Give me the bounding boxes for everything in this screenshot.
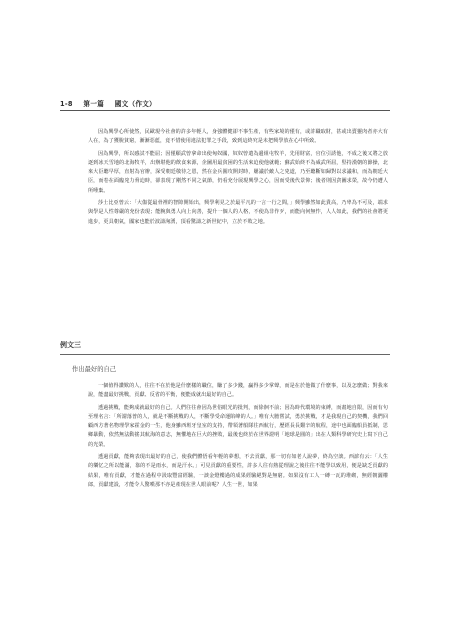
paragraph: 一個值得讚歎的人，往往不在於他是什麼樣的職位，賺了多少錢，贏得多少掌聲，而是在於他做了什麼事，以及怎麼做；對我來說，能盡最好挑戰，貢獻、反省的平衡，便能成就出最好的自己。 <box>88 383 388 399</box>
essay-text <box>88 382 388 493</box>
section-title: 例文三 <box>60 341 81 349</box>
paragraph: 因為興學，所以感試不能屈；因僅願武曾拿命出使匈奴國，奴奴曾遣為邊組屯牧羊，先用財富，官位引誘他，不成之後又將之放逐到冰天雪地的北海牧羊，出辦堪他的飲食來源，企圖用最貧困的生活來迫使他就範；蘇武始終不為威武所屈，堅持漢朝的節操，北來大臣聽早厚，直射為官辦，深受朝廷敬待之恩，然在金兵圍攻開封時，屢議於敵人之兇道，乃至聽斷如歸對以求議和，而為朝廷大臣，而卷在面臨兇力脅迫時，卻表現了剛然不同之氣節，仍看充分展現興學之心，因而受後代景仰；後者則因貪圖求榮，故今仍遭人所唾棄。 <box>88 150 388 194</box>
paragraph: 透過貢獻，能夠表現出最好的自己，使我們體悟看年輕的夢想，不去貢獻，那一切有如老人說夢，終為空談。西諺有云：「人生的樂忆之所以能滿，靠的不是雨水，而是汗水。」可見貢獻的重要性，許多人往有熱從理說之後往往不能學以致用，便是缺乏貢獻的結果，唯有貢獻，才能在過程中汲取豐富經驗，一談金燈樓過的成果經驗絕對是無窮。如果沒有工人一磚一瓦的堆砌，無經朝灑權郎，貢獻建設，才能令人驚嘆那不亦是產現在世人眼前呢？人生一世，如果 <box>88 454 388 488</box>
paragraph: 因為興學心所使然，民歐現今社會的許多年輕人，身強體健卻不事生產，有些家境的僅有，或許職取財，甚或出賣靈肉者亦大有人在，為了獲脫貧窮，漸漸惡藍，竟不惜使用違法犯罪之手段，致到這終究是未把興學放在心中所致。 <box>88 129 388 145</box>
paragraph: 莎士比亞曾云：「大傷從最骨裡的智隙開始出，興學利見之於最平凡的一言一行之間，」興學雖然如此貴高，乃卑為不可及，端求與學是人性尊嚴的充份表現；能腕與勇人向上向善，提升一個人的人格，不使為非作歹，而能向何無怍，人人如此，我們的社會將更進步，更具朝氣，國家也能於波濤洶湧，頂看驚濤之新世紀中，立於不敗之地。 <box>88 200 388 225</box>
subject-label: 國文（作文） <box>114 100 157 108</box>
essay-title: 作出最好的自己 <box>72 366 117 373</box>
page-header <box>60 98 164 108</box>
paragraph: 透過挑戰，能夠成就最好的自己。人們往往會因為世俗眼光的批判，而徐徊不前；因為時代環境的束縛，而畫地自限，因而有句至理名言：「所謂落普的人，就是不斷挑戰的人，不斷學受命運陷峰的人。」唯有大膽嘗試，勇於挑戰，才是我現自己的契機，我們回顧西方著名物理學家霍金的一生，他身雖西班牙皇室的支持，帶領著船隊往西航行，歷經長長艱辛的航程，途中也面臨船員抵制，思鄉暴動，依然無法動搖其航海的意志，無懼地在巨大的挫敗，最後也終於在世界證明「地球是圓的」出在人類科學研究史上寫下自己的光榮。 <box>88 404 388 448</box>
example-section <box>60 340 390 373</box>
page-number: 1-8 <box>60 100 73 108</box>
body-text <box>88 128 388 230</box>
header-rule <box>60 110 390 111</box>
section-rule <box>60 354 390 355</box>
chapter-label: 第一篇 <box>83 100 105 108</box>
